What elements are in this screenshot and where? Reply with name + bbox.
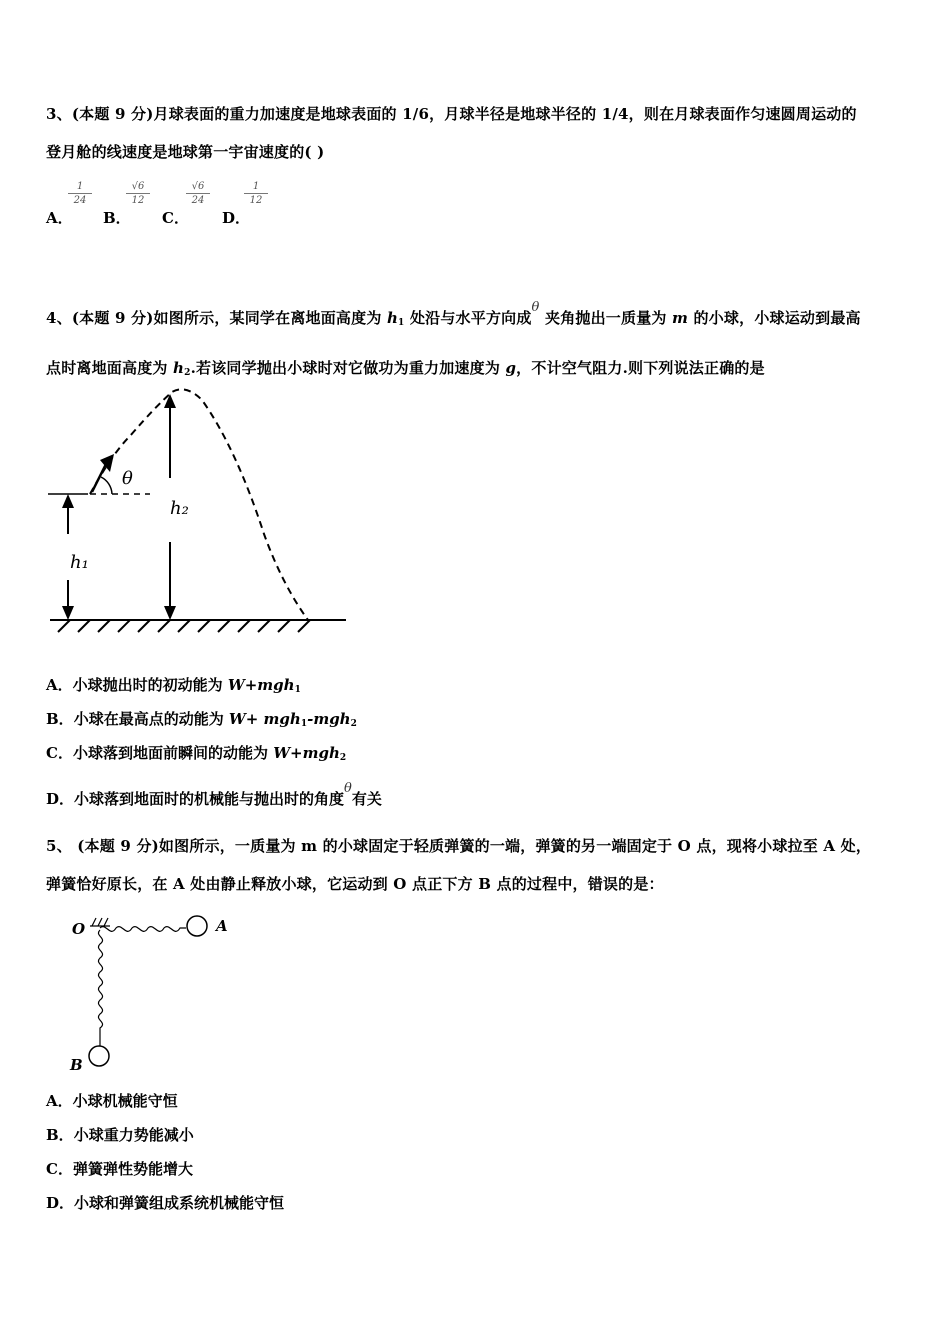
q3-option-d-label: D． (222, 209, 251, 227)
point-a-label: A (216, 917, 228, 935)
q4-option-d[interactable]: D．小球落到地面时的机械能与抛出时的角度θ有关 (46, 781, 382, 808)
point-o-label: O (72, 920, 86, 938)
wall-hatching (90, 918, 110, 926)
h1-label: h₁ (70, 552, 89, 573)
q4-option-a[interactable]: A．小球抛出时的初动能为 W+mgh$_1$ (46, 676, 301, 695)
theta-symbol-d: θ (344, 781, 352, 796)
q4-line-2: 点时离地面高度为 $h_2$.若该同学抛出小球时对它做功为重力加速度为 g，不计空气阻力.则下列说法正确的是 (46, 359, 765, 378)
q4-option-b[interactable]: B．小球在最高点的动能为 W+ mgh$_1$-mgh$_2$ (46, 710, 357, 729)
q5-line-2: 弹簧恰好原长，在 A 处由静止释放小球，它运动到 O 点正下方 B 点的过程中，错误的是： (46, 875, 664, 893)
spring-horizontal (100, 927, 186, 932)
q4-option-c[interactable]: C．小球落到地面前瞬间的动能为 W+mgh$_2$ (46, 744, 347, 763)
q5-line-1: 5、 (本题 9 分)如图所示，一质量为 m 的小球固定于轻质弹簧的一端，弹簧的另一端固定于 O 点，现将小球拉至 A 处， (46, 837, 872, 855)
projectile-figure (46, 384, 356, 634)
h2-label: h₂ (170, 498, 189, 519)
q3-option-d-fraction: $\frac{1}{12}$ (244, 181, 268, 207)
q5-option-c[interactable]: C．弹簧弹性势能增大 (46, 1160, 193, 1178)
q4-line-1: 4、(本题 9 分)如图所示，某同学在离地面高度为 $h_1$ 处沿与水平方向成θ 夹角抛出一质量为 m 的小球，小球运动到最高 (46, 300, 861, 328)
q3-option-b-fraction: $\frac{√6}{12}$ (126, 181, 150, 207)
spring-figure (66, 908, 236, 1073)
q3-line-1: 3、(本题 9 分)月球表面的重力加速度是地球表面的 1/6，月球半径是地球半径的 1/4，则在月球表面作匀速圆周运动的 (46, 105, 857, 123)
q3-line-2: 登月舱的线速度是地球第一宇宙速度的( ) (46, 143, 325, 161)
q3-option-c-label: C． (162, 209, 189, 227)
q5-option-a[interactable]: A．小球机械能守恒 (46, 1092, 178, 1110)
point-b-label: B (70, 1056, 83, 1073)
q3-option-b-label: B． (103, 209, 131, 227)
ball-b (89, 1046, 109, 1066)
trajectory-curve (90, 389, 308, 620)
spring-vertical (98, 930, 102, 1046)
ground-hatching (58, 620, 310, 632)
q5-option-d[interactable]: D．小球和弹簧组成系统机械能守恒 (46, 1194, 285, 1212)
angle-arc (101, 477, 112, 494)
q3-option-a-fraction: $\frac{1}{24}$ (68, 181, 92, 207)
q3-option-c-fraction: $\frac{√6}{24}$ (186, 181, 210, 207)
q5-option-b[interactable]: B．小球重力势能减小 (46, 1126, 194, 1144)
ball-a (187, 916, 207, 936)
theta-label: θ (122, 468, 133, 489)
theta-symbol: θ (531, 300, 540, 315)
q3-option-a-label: A． (46, 209, 73, 227)
